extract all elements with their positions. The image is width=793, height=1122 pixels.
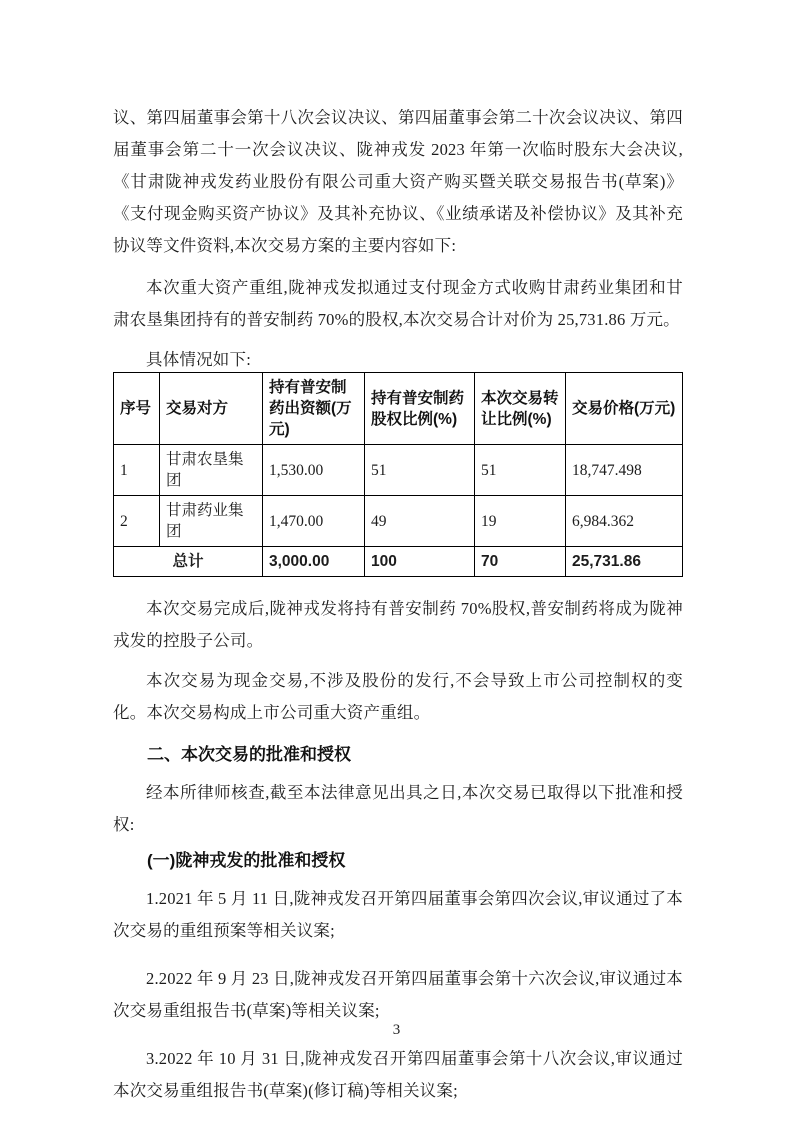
paragraph-restructuring: 本次重大资产重组,陇神戎发拟通过支付现金方式收购甘肃药业集团和甘肃农垦集团持有的普安制药 70%的股权,本次交易合计对价为 25,731.86 万元。 — [113, 278, 683, 329]
total-equity-ratio: 100 — [365, 547, 475, 577]
cell-counterparty: 甘肃药业集团 — [160, 496, 263, 547]
total-capital: 3,000.00 — [263, 547, 365, 577]
cell-price: 18,747.498 — [566, 445, 683, 496]
table-header-row — [114, 373, 683, 445]
list-item-1: 1.2021 年 5 月 11 日,陇神戎发召开第四届董事会第四次会议,审议通过了本次交易的重组预案等相关议案; — [113, 889, 683, 940]
subsection-heading-longshen-approval: (一)陇神戎发的批准和授权 — [147, 851, 346, 870]
cell-capital: 1,470.00 — [263, 496, 365, 547]
paragraph-after-deal: 本次交易完成后,陇神戎发将持有普安制药 70%股权,普安制药将成为陇神戎发的控股子公司。 — [113, 599, 683, 650]
paragraph-lawyer-check: 经本所律师核查,截至本法律意见出具之日,本次交易已取得以下批准和授权: — [113, 783, 683, 834]
header-counterparty: 交易对方 — [160, 373, 263, 445]
cell-equity-ratio: 51 — [365, 445, 475, 496]
cell-seq: 1 — [114, 445, 160, 496]
cell-transfer-ratio: 51 — [475, 445, 566, 496]
header-seq: 序号 — [114, 373, 160, 445]
table-row — [114, 496, 683, 547]
header-capital: 持有普安制药出资额(万元) — [263, 373, 365, 445]
paragraph-cash-deal: 本次交易为现金交易,不涉及股份的发行,不会导致上市公司控制权的变化。本次交易构成上市公司重大资产重组。 — [113, 671, 683, 722]
header-transfer-ratio: 本次交易转让比例(%) — [475, 373, 566, 445]
cell-seq: 2 — [114, 496, 160, 547]
cell-capital: 1,530.00 — [263, 445, 365, 496]
cell-transfer-ratio: 19 — [475, 496, 566, 547]
transaction-table — [113, 372, 683, 577]
total-price: 25,731.86 — [566, 547, 683, 577]
cell-equity-ratio: 49 — [365, 496, 475, 547]
list-item-2: 2.2022 年 9 月 23 日,陇神戎发召开第四届董事会第十六次会议,审议通过本次交易重组报告书(草案)等相关议案; — [113, 969, 683, 1020]
cell-counterparty: 甘肃农垦集团 — [160, 445, 263, 496]
table-row — [114, 445, 683, 496]
list-item-3: 3.2022 年 10 月 31 日,陇神戎发召开第四届董事会第十八次会议,审议通过本次交易重组报告书(草案)(修订稿)等相关议案; — [113, 1049, 683, 1100]
paragraph-continuation: 议、第四届董事会第十八次会议决议、第四届董事会第二十次会议决议、第四届董事会第二十一次会议决议、陇神戎发 2023 年第一次临时股东大会决议,《甘肃陇神戎发药业股份有限公司重大资产购买暨关联交易报告书(草案)》《支付现金购买资产协议》及其补充协议、《业绩承诺及补偿协议》及其补充协议等文件资料,本次交易方案的主要内容如下: — [113, 108, 683, 255]
header-price: 交易价格(万元) — [566, 373, 683, 445]
cell-price: 6,984.362 — [566, 496, 683, 547]
page-number: 3 — [392, 1022, 401, 1038]
total-label: 总计 — [114, 547, 263, 577]
paragraph-details-intro: 具体情况如下: — [146, 350, 251, 369]
table-total-row — [114, 547, 683, 577]
header-equity-ratio: 持有普安制药股权比例(%) — [365, 373, 475, 445]
total-transfer-ratio: 70 — [475, 547, 566, 577]
section-heading-approval: 二、本次交易的批准和授权 — [147, 745, 351, 764]
